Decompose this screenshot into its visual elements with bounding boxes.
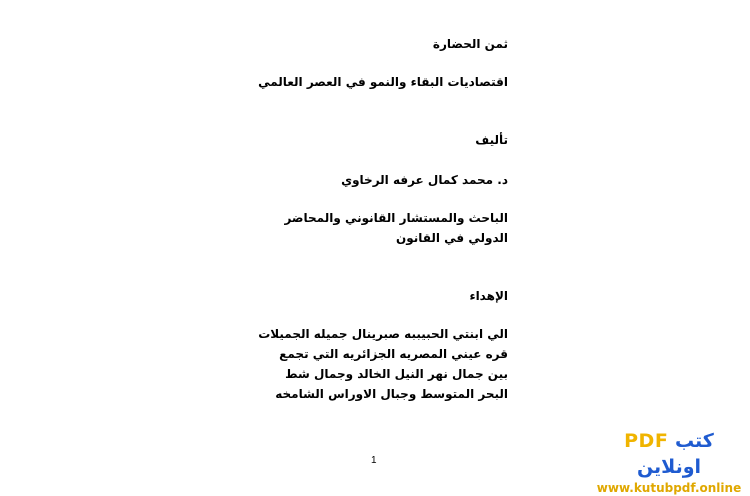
author-name: د. محمد كمال عرفه الرخاوي (341, 173, 508, 187)
book-subtitle: اقتصاديات البقاء والنمو في العصر العالمي (258, 75, 508, 89)
dedication-heading: الإهداء (469, 289, 508, 303)
watermark-title-pdf: PDF (624, 430, 669, 452)
watermark-url: www.kutubpdf.online (596, 481, 742, 495)
authorship-label: تأليف (475, 133, 508, 147)
watermark-title-part2: اونلاين (636, 456, 702, 478)
page-number: 1 (371, 455, 377, 466)
watermark-logo (594, 428, 744, 496)
dedication-text: الي ابنتي الحبيببه صبرينال جميله الجميلات قره عيني المصريه الجزائريه التي تجمع بين جمال نهر النيل الخالد وجمال شط البحر المتوسط وجبال الاوراس الشامخه (258, 327, 508, 401)
watermark-title-part1: كتب (674, 430, 714, 452)
book-title: ثمن الحضارة (432, 37, 508, 51)
author-description: الباحث والمستشار القانوني والمحاضر الدولي في القانون (284, 211, 508, 245)
watermark-title (594, 428, 744, 480)
